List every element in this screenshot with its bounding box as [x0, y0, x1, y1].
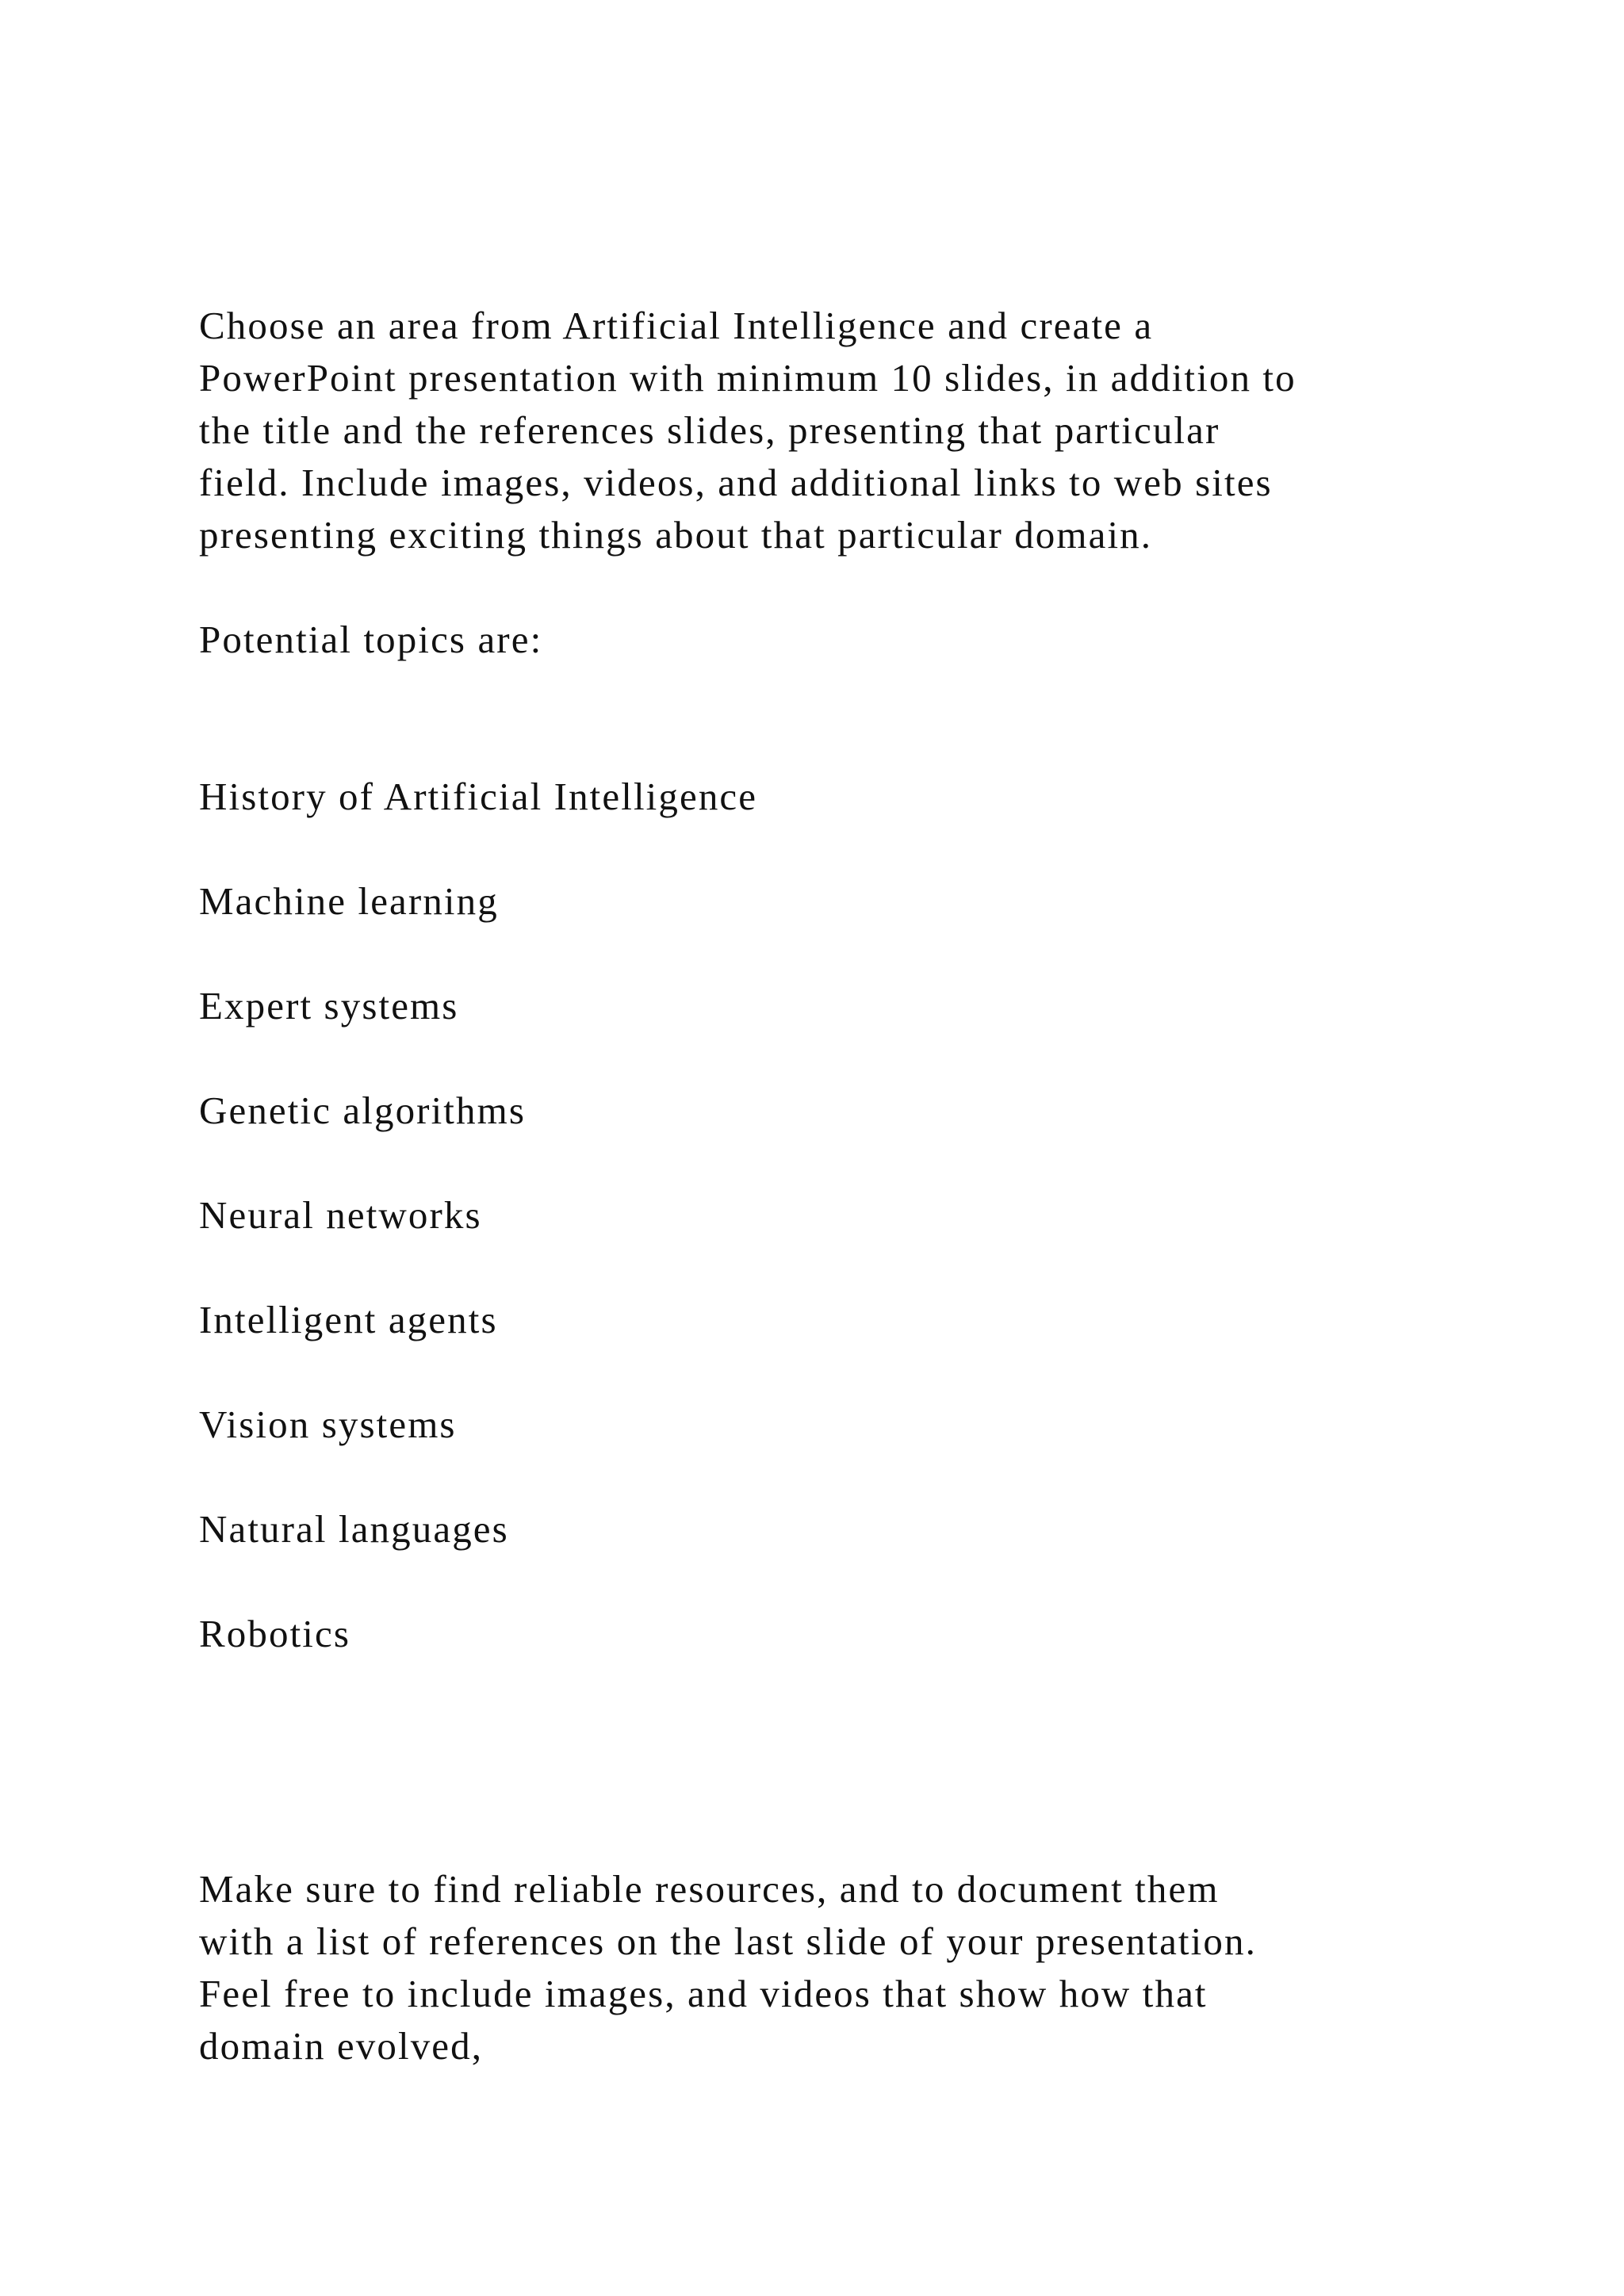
topics-list [199, 771, 757, 1712]
list-item: Machine learning [199, 879, 499, 923]
closing-paragraph: Make sure to find reliable resources, and to document them with a list of references on the last slide of your presentation. Feel free to include images, and videos that show how that domain evolved, [199, 1867, 1257, 2068]
list-item: Vision systems [199, 1402, 457, 1446]
list-item: Genetic algorithms [199, 1089, 526, 1132]
list-item: Natural languages [199, 1507, 509, 1551]
list-item: History of Artificial Intelligence [199, 775, 758, 818]
list-item: Robotics [199, 1612, 351, 1655]
list-item: Neural networks [199, 1193, 482, 1237]
list-item: Expert systems [199, 984, 459, 1027]
topics-heading: Potential topics are: [199, 618, 543, 661]
list-item: Intelligent agents [199, 1298, 498, 1341]
intro-paragraph: Choose an area from Artificial Intelligence and create a PowerPoint presentation with minimum 10 slides, in addition to the title and the references slides, presenting that particular field. Include images, videos, and additional links to web sites presenting exciting things about that particular domain. [199, 304, 1297, 557]
